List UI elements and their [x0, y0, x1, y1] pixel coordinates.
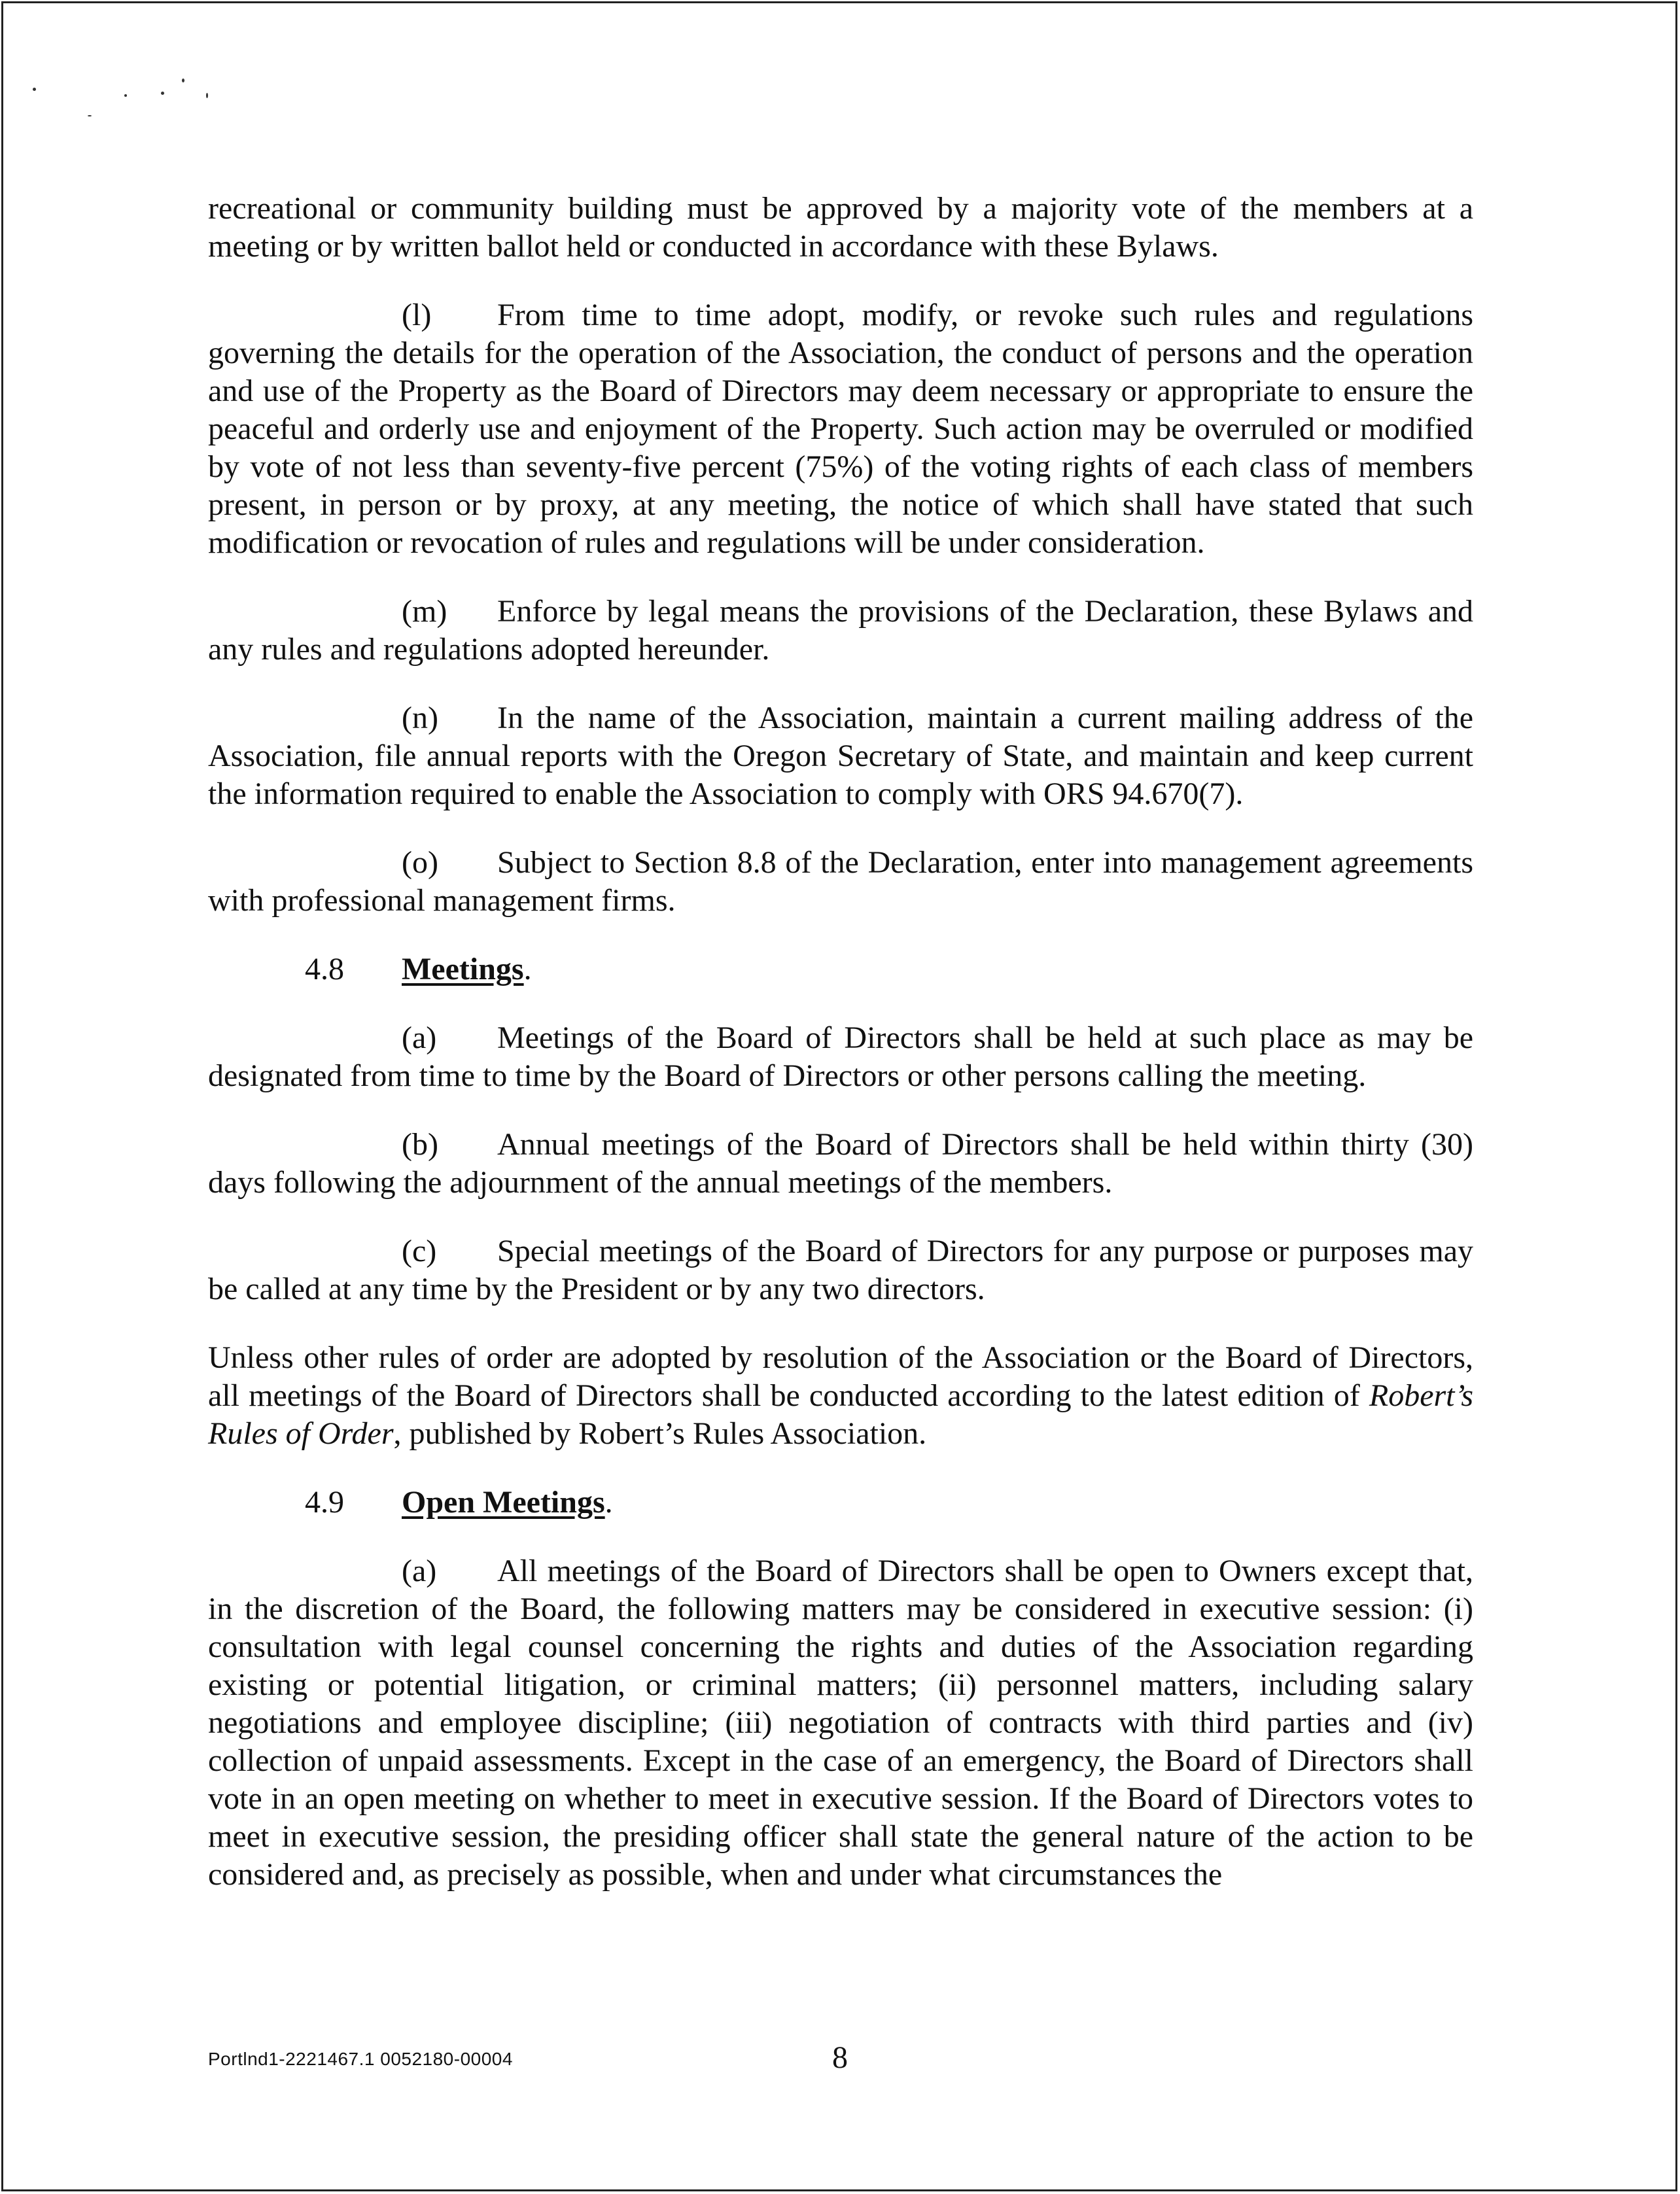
- item-text: All meetings of the Board of Directors shall be open to Owners except that, in the discretion of the Board, the following matters may be considered in executive session: (i) consultation with legal counsel concerning the rights and duties of the Association regarding existing or potential litigation, or criminal matters; (ii) personnel matters, including salary negotiations and employee discipline; (iii) negotiation of contracts with third parties and (iv) collection of unpaid assessments. Except in the case of an emergency, the Board of Directors shall vote in an open meeting on whether to meet in executive session. If the Board of Directors votes to meet in executive session, the presiding officer shall state the general nature of the action to be considered and, as precisely as possible, when and under what circumstances the: [208, 1554, 1473, 1892]
- item-marker: (c): [402, 1234, 437, 1268]
- scan-speck: [88, 115, 92, 116]
- item-marker: (n): [402, 701, 438, 735]
- meetings-item-c: [208, 1232, 1473, 1308]
- section-heading-open-meetings: 4.9 Open Meetings.: [208, 1484, 1473, 1522]
- item-text: Enforce by legal means the provisions of the Declaration, these Bylaws and any rules and regulations adopted hereunder.: [208, 594, 1473, 667]
- item-m: [208, 593, 1473, 669]
- rules-of-order-paragraph: [208, 1339, 1473, 1453]
- scan-speck: [206, 93, 208, 98]
- item-text: Annual meetings of the Board of Directors shall be held within thirty (30) days following the adjournment of the annual meetings of the members.: [208, 1127, 1473, 1200]
- item-text: Meetings of the Board of Directors shall be held at such place as may be designated from time to time by the Board of Directors or other persons calling the meeting.: [208, 1020, 1473, 1093]
- item-text: Special meetings of the Board of Directors for any purpose or purposes may be called at any time by the President or by any two directors.: [208, 1234, 1473, 1306]
- continuation-paragraph: recreational or community building must be approved by a majority vote of the members at a meeting or by written ballot held or conducted in accordance with these Bylaws.: [208, 191, 1473, 264]
- item-marker: (o): [402, 845, 438, 880]
- section-number: 4.8: [305, 952, 344, 986]
- section-title: Open Meetings: [402, 1485, 605, 1520]
- item-n: [208, 699, 1473, 813]
- section-heading-meetings: 4.8 Meetings.: [208, 950, 1473, 988]
- rules-text-after: , published by Robert’s Rules Association.: [393, 1416, 927, 1451]
- scan-speck: [161, 92, 164, 95]
- item-l: [208, 296, 1473, 562]
- item-text: From time to time adopt, modify, or revoke such rules and regulations governing the details for the operation of the Association, the conduct of persons and the operation and use of the Property as the Board of Directors may deem necessary or appropriate to ensure the peaceful and orderly use and enjoyment of the Property. Such action may be overruled or modified by vote of not less than seventy-five percent (75%) of the voting rights of each class of members present, in person or by proxy, at any meeting, the notice of which shall have stated that such modification or revocation of rules and regulations will be under consideration.: [208, 298, 1473, 560]
- section-title: Meetings: [402, 952, 524, 986]
- scan-speck: [33, 88, 36, 91]
- open-meetings-item-a: [208, 1552, 1473, 1894]
- section-number: 4.9: [305, 1485, 344, 1520]
- footer-document-id: Portlnd1-2221467.1 0052180-00004: [208, 2049, 513, 2069]
- item-marker: (a): [402, 1020, 437, 1055]
- item-o: [208, 844, 1473, 920]
- item-marker: (l): [402, 298, 432, 332]
- item-text: In the name of the Association, maintain a current mailing address of the Association, file annual reports with the Oregon Secretary of State, and maintain and keep current the information required to enable the Association to comply with ORS 94.670(7).: [208, 701, 1473, 811]
- item-marker: (b): [402, 1127, 438, 1162]
- rules-title: Robert’s Rules of Order: [208, 1378, 1473, 1451]
- scan-speck: [182, 78, 184, 82]
- meetings-item-a: [208, 1019, 1473, 1095]
- item-text: Subject to Section 8.8 of the Declaration, enter into management agreements with professional management firms.: [208, 845, 1473, 918]
- scan-speck: [124, 94, 127, 97]
- meetings-item-b: [208, 1126, 1473, 1202]
- rules-text-before: Unless other rules of order are adopted by resolution of the Association or the Board of Directors, all meetings of the Board of Directors shall be conducted according to the latest edition of: [208, 1340, 1473, 1413]
- item-marker: (m): [402, 594, 447, 629]
- item-marker: (a): [402, 1554, 437, 1588]
- document-body: [208, 190, 1473, 1924]
- page-number: 8: [832, 2040, 848, 2075]
